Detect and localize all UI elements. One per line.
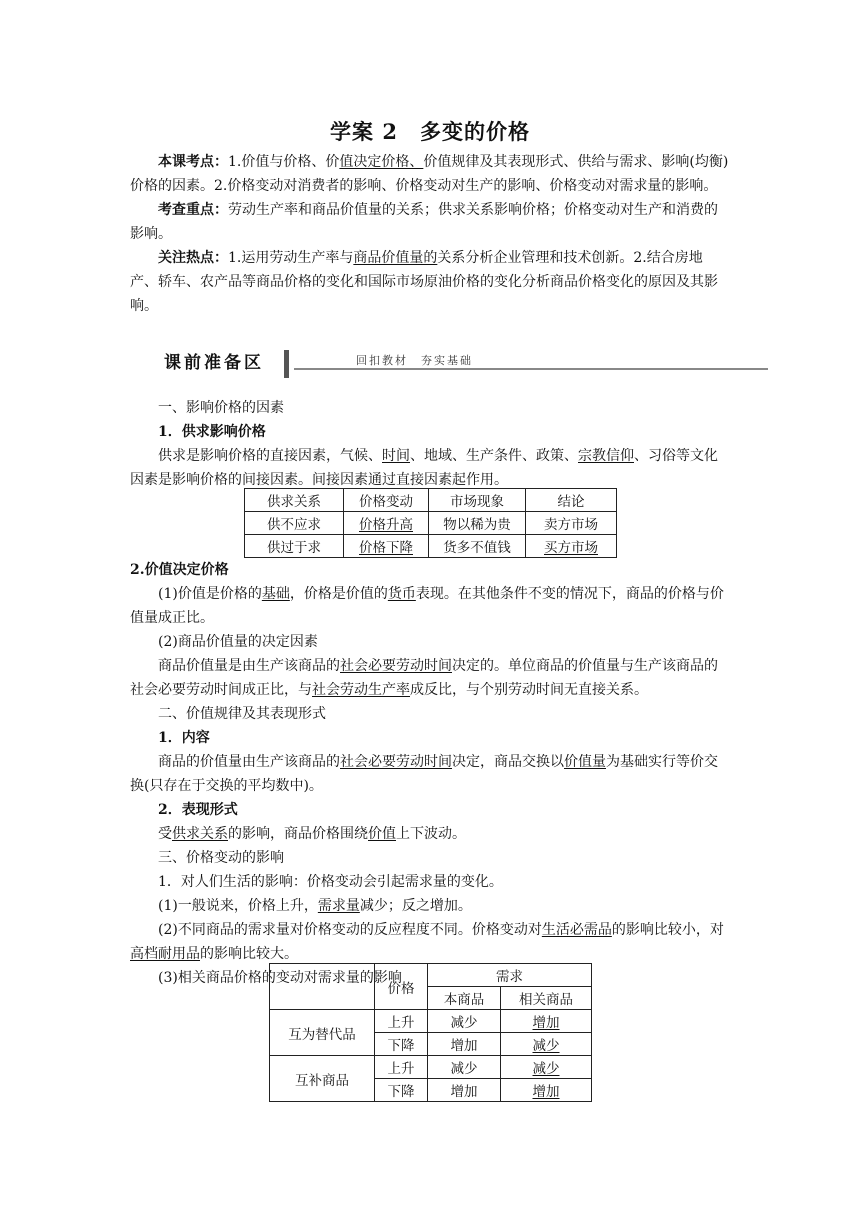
underlined-text: 货币	[387, 586, 416, 602]
section-2-heading: 二、价值规律及其表现形式	[158, 706, 326, 722]
table-cell: 增加	[428, 1079, 501, 1102]
underlined-text: 社会必要劳动时间	[340, 658, 452, 674]
zhongdian-label: 考查重点：	[158, 202, 228, 218]
text: 、习俗等文化因素是影响价格的间接因素。间接因素通过直接因素起作用。	[130, 448, 718, 488]
section-1-sub2: 2.价值决定价格	[130, 562, 229, 578]
kaodian-label: 本课考点：	[158, 154, 228, 170]
intro-kaodian	[130, 150, 730, 198]
banner-label: 课前准备区	[164, 353, 264, 373]
table-row	[245, 535, 617, 558]
text: 的影响比较大。	[200, 946, 298, 962]
text: 的影响比较小，对	[611, 922, 724, 938]
section-3-p1: 1．对人们生活的影响：价格变动会引起需求量的变化。	[158, 874, 503, 890]
table-cell	[344, 512, 429, 535]
table-cell: 上升	[375, 1010, 428, 1033]
redian-label: 关注热点：	[158, 250, 228, 266]
underlined-text: 高档耐用品	[130, 946, 200, 962]
text: 表现。在其他条件不变的情况下，商品的价格与价值量成正比。	[130, 586, 724, 626]
table-cell: 上升	[375, 1056, 428, 1079]
banner-subtitle: 回扣教材 夯实基础	[356, 354, 473, 367]
underlined-text: 供求关系	[172, 826, 228, 842]
underlined-text: 买方市场	[544, 540, 598, 556]
table-row	[245, 512, 617, 535]
table-cell	[501, 1079, 592, 1102]
underlined-text: 价格升高	[359, 517, 413, 533]
text: 减少；反之增加。	[359, 898, 472, 914]
table-cell	[501, 1056, 592, 1079]
table-header: 结论	[526, 489, 617, 512]
text: 的影响，商品价格围绕	[228, 826, 368, 842]
table-cell: 卖方市场	[526, 512, 617, 535]
section-1-top	[130, 396, 730, 492]
banner-divider	[284, 350, 289, 378]
intro-redian	[130, 246, 730, 318]
underlined-text: 社会必要劳动时间	[340, 754, 452, 770]
underlined-text: 价格下降	[359, 540, 413, 556]
table-header-row	[245, 489, 617, 512]
section-2-p2	[130, 822, 730, 846]
underlined-text: 价值量	[564, 754, 606, 770]
table-cell	[501, 1033, 592, 1056]
table-cell	[501, 1010, 592, 1033]
text: 决定的。单位商品的价值量与生产该商品的社会必要劳动时间成正比，与	[130, 658, 718, 698]
text: 价值规律及其表现形式、供给与需求、影响(均衡)价格的因素。2.价格变动对消费者的影响、价格变动对生产的影响、价格变动对需求量的影响。	[130, 154, 729, 194]
table-cell: 减少	[428, 1056, 501, 1079]
section-1-heading: 一、影响价格的因素	[158, 400, 284, 416]
underlined-text: 价值	[368, 826, 396, 842]
text: 劳动生产率和商品价值量的关系；供求关系影响价格；价格变动对生产和消费的影响。	[130, 202, 718, 242]
section-1-p2	[130, 582, 730, 630]
table-cell	[344, 535, 429, 558]
table-cell: 下降	[375, 1079, 428, 1102]
text: 供求是影响价格的直接因素，气候、	[158, 448, 382, 464]
underlined-text: 社会劳动生产率	[312, 682, 410, 698]
section-banner	[160, 350, 768, 378]
text: 关系分析企业管理和技术创新。2.结合房地产、轿车、农产品等商品价格的变化和国际市场原油价格的变化分析商品价格变化的原因及其影响。	[130, 250, 718, 314]
underlined-text: 减少	[532, 1038, 560, 1054]
related-goods-table	[269, 963, 592, 1102]
text: ，价格是价值的	[289, 586, 388, 602]
underlined-text: 增加	[532, 1015, 560, 1031]
table-corner-cell	[270, 964, 375, 1010]
banner-rule	[294, 368, 768, 370]
table-header: 市场现象	[429, 489, 526, 512]
section-2-sub2: 2．表现形式	[158, 802, 238, 818]
text: 1.运用劳动生产率与	[228, 250, 354, 266]
table-header: 价格变动	[344, 489, 429, 512]
section-3-p2	[130, 894, 730, 918]
table-header-row	[270, 964, 592, 987]
table-header: 相关商品	[501, 987, 592, 1010]
text: 成反比，与个别劳动时间无直接关系。	[410, 682, 648, 698]
underlined-text: 减少	[532, 1061, 560, 1077]
section-3-heading: 三、价格变动的影响	[158, 850, 284, 866]
table-header: 价格	[375, 964, 428, 1010]
underlined-text: 宗教信仰	[578, 448, 634, 464]
text: 商品价值量是由生产该商品的	[158, 658, 340, 674]
table-cell: 下降	[375, 1033, 428, 1056]
intro-zhongdian	[130, 198, 730, 246]
section-1-bottom	[130, 558, 730, 990]
text: (1)价值是价格的	[158, 586, 262, 602]
table-cell: 减少	[428, 1010, 501, 1033]
section-2-p1	[130, 750, 730, 798]
table-cell	[526, 535, 617, 558]
table-cell: 增加	[428, 1033, 501, 1056]
text: 为基础实行等价交换(只存在于交换的平均数中)。	[130, 754, 718, 794]
table-cell: 物以稀为贵	[429, 512, 526, 535]
underlined-text: 值决定价格、	[339, 154, 424, 170]
table-group-cell: 互为替代品	[270, 1010, 375, 1056]
table-header: 需求	[428, 964, 592, 987]
table-cell: 货多不值钱	[429, 535, 526, 558]
section-3-p4: (3)相关商品价格的变动对需求量的影响	[158, 970, 402, 986]
table-group-cell: 互补商品	[270, 1056, 375, 1102]
table-cell: 供不应求	[245, 512, 344, 535]
text: 1.价值与价格、价	[228, 154, 340, 170]
section-1-sub1: 1．供求影响价格	[158, 424, 266, 440]
section-3-p3	[130, 918, 730, 966]
text: 、地域、生产条件、政策、	[410, 448, 578, 464]
table-row	[270, 1010, 592, 1033]
page-title: 学案 2 多变的价格	[330, 119, 530, 144]
intro-section	[130, 150, 730, 318]
text: 商品的价值量由生产该商品的	[158, 754, 340, 770]
underlined-text: 需求量	[317, 898, 360, 914]
underlined-text: 基础	[261, 586, 290, 602]
table-row	[270, 1056, 592, 1079]
table-cell: 供过于求	[245, 535, 344, 558]
section-1-p3: (2)商品价值量的决定因素	[158, 634, 318, 650]
text: (2)不同商品的需求量对价格变动的反应程度不同。价格变动对	[158, 922, 542, 938]
underlined-text: 增加	[532, 1084, 560, 1100]
table-header: 供求关系	[245, 489, 344, 512]
table-header: 本商品	[428, 987, 501, 1010]
supply-demand-table	[244, 488, 617, 558]
section-1-p4	[130, 654, 730, 702]
section-2-sub1: 1．内容	[158, 730, 210, 746]
text: 决定，商品交换以	[452, 754, 564, 770]
section-1-p1	[130, 444, 730, 492]
underlined-text: 商品价值量的	[353, 250, 438, 266]
text: 上下波动。	[396, 826, 466, 842]
text: (1)一般说来，价格上升，	[158, 898, 318, 914]
underlined-text: 生活必需品	[541, 922, 612, 938]
text: 受	[158, 826, 172, 842]
underlined-text: 时间	[382, 448, 410, 464]
